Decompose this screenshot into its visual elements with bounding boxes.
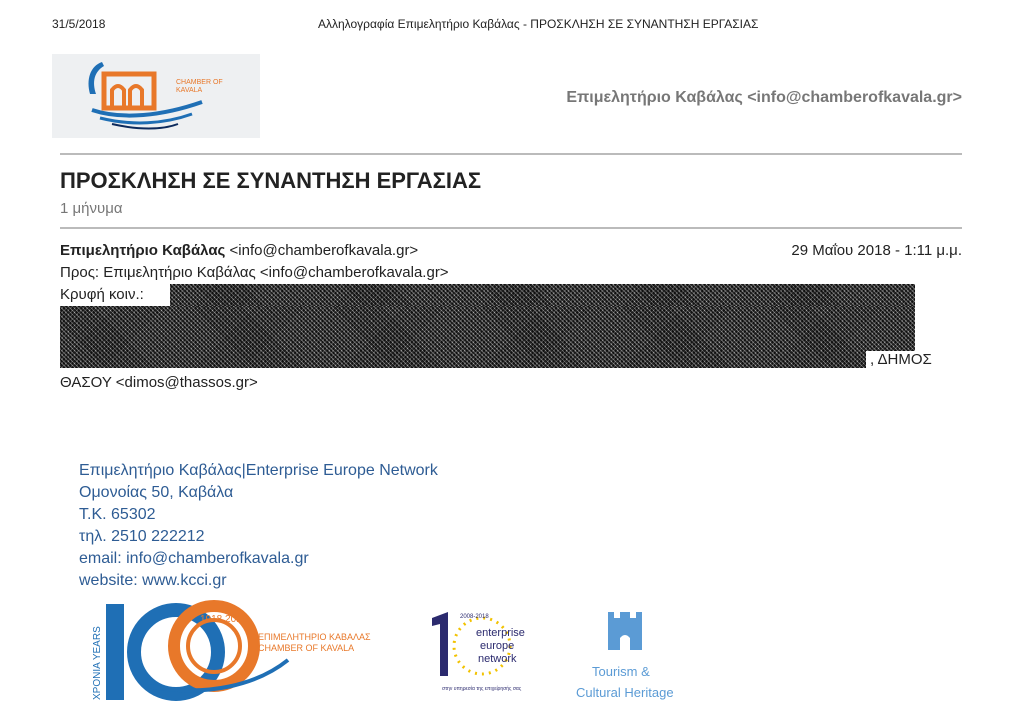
divider-top [60,153,962,155]
signature-line-1: Επιμελητήριο Καβάλας|Enterprise Europe Network [79,462,438,479]
from-line [60,242,418,259]
message-date: 29 Μαΐου 2018 - 1:11 μ.μ. [791,242,962,259]
centenary-logo [88,600,408,704]
from-name[interactable]: Επιμελητήριο Καβάλας [60,242,226,259]
message-count: 1 μήνυμα [60,200,123,217]
bcc-tail: , ΔΗΜΟΣ [866,351,932,368]
een-line1: enterprise [476,627,525,639]
to-line: Προς: Επιμελητήριο Καβάλας <info@chamberofkavala.gr> [60,264,449,281]
tourism-line1: Tourism & [592,664,650,679]
thread-subject: ΠΡΟΣΚΛΗΣΗ ΣΕ ΣΥΝΑΝΤΗΣΗ ΕΡΓΑΣΙΑΣ [60,168,482,193]
centenary-chamber-en: CHAMBER OF KAVALA [258,643,355,653]
signature-line-3: Τ.Κ. 65302 [79,506,156,523]
centenary-logo-icon [88,600,408,704]
een-line3: network [478,653,517,665]
chamber-logo [52,54,260,138]
years-vertical-text: XPONIA YEARS [92,626,103,700]
signature-email[interactable]: email: info@chamberofkavala.gr [79,550,309,567]
account-identity: Επιμελητήριο Καβάλας <info@chamberofkavala.gr> [566,89,962,106]
bcc-label: Κρυφή κοιν.: [60,286,144,303]
print-title: Αλληλογραφία Επιμελητήριο Καβάλας - ΠΡΟΣΚΛΗΣΗ ΣΕ ΣΥΝΑΝΤΗΣΗ ΕΡΓΑΣΙΑΣ [318,17,759,31]
redacted-region [60,306,915,368]
divider-bottom [60,227,962,229]
tourism-castle-icon [570,604,688,704]
redacted-region-top [170,284,915,306]
signature-line-4: τηλ. 2510 222212 [79,528,205,545]
chamber-logo-icon [52,54,260,138]
bcc-last: ΘΑΣΟΥ <dimos@thassos.gr> [60,374,258,391]
from-email[interactable]: <info@chamberofkavala.gr> [229,242,419,259]
logo-text-line1: CHAMBER OF [176,79,223,86]
een-logo-icon [426,604,556,700]
logo-text-line2: KAVALA [176,87,203,94]
years-span-text: 1918 2018 [200,614,248,625]
een-tagline: στην υπηρεσία της επιχείρησής σας [442,686,522,692]
een-line2: europe [480,640,515,652]
print-date: 31/5/2018 [52,17,106,31]
een-years: 2008-2018 [460,614,489,620]
signature-website[interactable]: website: www.kcci.gr [79,572,227,589]
tourism-line2: Cultural Heritage [576,685,674,700]
centenary-chamber-gr: ΕΠΙΜΕΛΗΤΗΡΙΟ ΚΑΒΑΛΑΣ [258,632,371,642]
signature-line-2: Ομονοίας 50, Καβάλα [79,484,234,501]
een-logo [426,604,556,700]
tourism-logo [570,604,688,704]
